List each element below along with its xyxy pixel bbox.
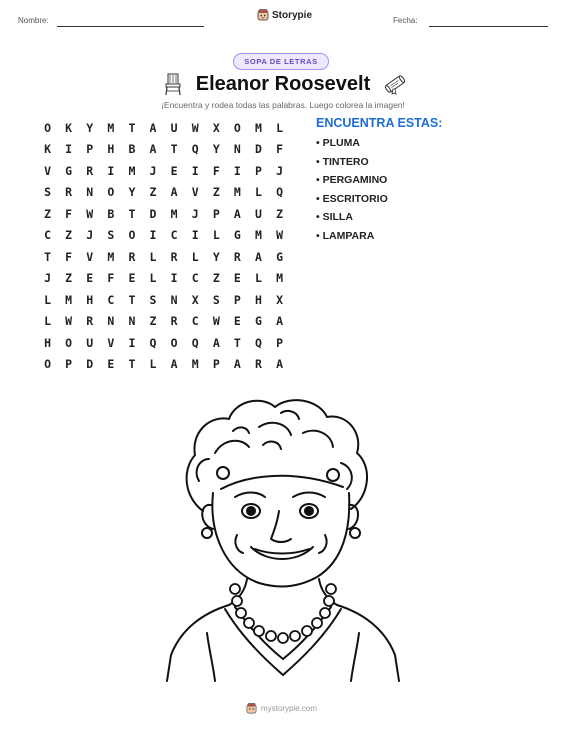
grid-letter[interactable]: L <box>149 271 157 286</box>
storypie-footer-icon <box>246 703 257 714</box>
grid-letter[interactable]: P <box>212 206 220 221</box>
grid-letter[interactable]: C <box>107 292 115 307</box>
grid-letter[interactable]: S <box>44 185 52 200</box>
grid-letter[interactable]: I <box>170 271 178 286</box>
grid-letter[interactable]: X <box>191 292 199 307</box>
word-text: PLUMA <box>322 137 360 149</box>
grid-letter[interactable]: T <box>128 206 136 221</box>
grid-letter[interactable]: J <box>86 228 94 243</box>
grid-letter[interactable]: N <box>107 314 115 329</box>
grid-letter[interactable]: O <box>233 120 241 135</box>
grid-row <box>37 246 290 268</box>
grid-letter[interactable]: L <box>276 120 284 135</box>
grid-letter[interactable]: F <box>212 163 220 178</box>
word-text: TINTERO <box>322 155 369 168</box>
grid-letter[interactable]: R <box>65 185 73 200</box>
grid-letter[interactable]: S <box>149 292 157 307</box>
grid-letter[interactable]: V <box>107 335 115 350</box>
grid-letter[interactable]: W <box>191 120 199 135</box>
grid-letter[interactable]: C <box>170 228 178 243</box>
grid-letter[interactable]: P <box>233 292 241 307</box>
grid-letter[interactable]: A <box>233 206 241 221</box>
footer-url: mystorypie.com <box>261 704 318 713</box>
grid-letter[interactable]: M <box>191 357 199 372</box>
grid-letter[interactable]: M <box>276 271 284 286</box>
grid-letter[interactable]: A <box>276 314 284 329</box>
grid-letter[interactable]: D <box>149 206 157 221</box>
grid-letter[interactable]: C <box>191 314 199 329</box>
grid-letter[interactable]: J <box>149 163 157 178</box>
grid-letter[interactable]: U <box>170 120 178 135</box>
bullet: • <box>316 174 323 187</box>
grid-letter[interactable]: I <box>191 228 199 243</box>
grid-letter[interactable]: Y <box>212 142 220 157</box>
grid-row <box>37 139 290 161</box>
grid-letter[interactable]: Z <box>149 314 157 329</box>
grid-letter[interactable]: E <box>233 314 241 329</box>
grid-letter[interactable]: N <box>128 314 136 329</box>
grid-letter[interactable]: R <box>170 249 178 264</box>
word-text: ESCRITORIO <box>322 192 388 205</box>
grid-letter[interactable]: I <box>65 142 73 157</box>
grid-letter[interactable]: L <box>149 357 157 372</box>
grid-letter[interactable]: M <box>107 120 115 135</box>
grid-letter[interactable]: C <box>44 228 52 243</box>
grid-letter[interactable]: F <box>107 271 115 286</box>
grid-row <box>37 160 290 182</box>
grid-letter[interactable]: I <box>149 228 157 243</box>
grid-letter[interactable]: F <box>65 249 73 264</box>
bullet: • <box>316 229 323 242</box>
grid-row <box>37 268 290 290</box>
grid-row <box>37 117 290 139</box>
grid-letter[interactable]: R <box>255 357 262 372</box>
grid-letter[interactable]: E <box>170 163 178 178</box>
grid-letter[interactable]: M <box>128 163 136 178</box>
word-search-grid[interactable] <box>37 117 290 375</box>
grid-letter[interactable]: T <box>128 357 136 372</box>
grid-letter[interactable]: O <box>170 335 178 350</box>
grid-letter[interactable]: B <box>107 206 115 221</box>
word-list-item <box>316 137 388 156</box>
date-label: Fecha: <box>393 16 418 25</box>
grid-letter[interactable]: Q <box>191 142 199 157</box>
grid-letter[interactable]: G <box>65 163 73 178</box>
grid-letter[interactable]: H <box>86 292 94 307</box>
grid-letter[interactable]: T <box>44 249 52 264</box>
grid-letter[interactable]: L <box>44 314 52 329</box>
grid-letter[interactable]: L <box>212 228 220 243</box>
storypie-logo-icon <box>257 9 269 21</box>
name-line[interactable] <box>57 26 204 27</box>
grid-letter[interactable]: V <box>191 185 199 200</box>
bullet: • <box>316 211 323 224</box>
grid-letter[interactable]: O <box>44 357 52 372</box>
grid-letter[interactable]: P <box>86 142 94 157</box>
grid-letter[interactable]: R <box>128 249 136 264</box>
grid-letter[interactable]: U <box>86 335 94 350</box>
grid-letter[interactable]: O <box>44 120 52 135</box>
grid-letter[interactable]: O <box>107 185 115 200</box>
grid-letter[interactable]: R <box>86 314 94 329</box>
grid-letter[interactable]: P <box>65 357 73 372</box>
grid-letter[interactable]: M <box>170 206 178 221</box>
grid-letter[interactable]: B <box>128 142 136 157</box>
grid-letter[interactable]: T <box>128 292 136 307</box>
grid-letter[interactable]: O <box>65 335 73 350</box>
bullet: • <box>316 155 323 168</box>
grid-letter[interactable]: Q <box>191 335 199 350</box>
grid-letter[interactable]: A <box>212 335 220 350</box>
grid-letter[interactable]: C <box>191 271 199 286</box>
grid-letter[interactable]: G <box>276 249 284 264</box>
grid-row <box>37 289 290 311</box>
grid-letter[interactable]: R <box>233 249 241 264</box>
grid-letter[interactable]: M <box>65 292 73 307</box>
grid-letter[interactable]: Z <box>44 206 52 221</box>
page-title: Eleanor Roosevelt <box>195 73 371 95</box>
bullet: • <box>316 192 323 205</box>
grid-letter[interactable]: A <box>276 357 284 372</box>
grid-letter[interactable]: Z <box>65 228 73 243</box>
grid-letter[interactable]: E <box>86 271 94 286</box>
grid-letter[interactable]: Y <box>212 249 220 264</box>
storypie-logo <box>257 9 312 21</box>
grid-letter[interactable]: Q <box>255 335 262 350</box>
grid-letter[interactable]: A <box>149 120 157 135</box>
grid-letter[interactable]: X <box>212 120 220 135</box>
grid-letter[interactable]: A <box>170 185 178 200</box>
bullet: • <box>316 137 323 149</box>
grid-row <box>37 203 290 225</box>
grid-letter[interactable]: H <box>255 292 262 307</box>
grid-letter[interactable]: P <box>212 357 220 372</box>
word-list-title: ENCUENTRA ESTAS: <box>316 116 443 130</box>
grid-letter[interactable]: W <box>276 228 284 243</box>
grid-letter[interactable]: D <box>255 142 262 157</box>
grid-letter[interactable]: N <box>170 292 178 307</box>
grid-letter[interactable]: T <box>233 335 241 350</box>
grid-letter[interactable]: H <box>44 335 52 350</box>
grid-letter[interactable]: L <box>255 185 262 200</box>
grid-letter[interactable]: N <box>86 185 94 200</box>
grid-letter[interactable]: J <box>44 271 52 286</box>
name-label: Nombre: <box>18 16 49 25</box>
word-list-item <box>316 156 388 175</box>
grid-letter[interactable]: Z <box>212 185 220 200</box>
grid-letter[interactable]: P <box>255 163 262 178</box>
grid-letter[interactable]: J <box>191 206 199 221</box>
grid-letter[interactable]: J <box>276 163 284 178</box>
grid-letter[interactable]: Z <box>212 271 220 286</box>
word-list-item <box>316 230 388 249</box>
footer <box>246 703 317 714</box>
grid-letter[interactable]: G <box>255 314 262 329</box>
grid-letter[interactable]: Z <box>276 206 284 221</box>
grid-letter[interactable]: M <box>255 120 262 135</box>
grid-letter[interactable]: A <box>233 357 241 372</box>
grid-letter[interactable]: S <box>107 228 115 243</box>
grid-letter[interactable]: P <box>276 335 284 350</box>
grid-letter[interactable]: E <box>233 271 241 286</box>
grid-letter[interactable]: Z <box>149 185 157 200</box>
grid-letter[interactable]: T <box>128 120 136 135</box>
grid-letter[interactable]: W <box>212 314 220 329</box>
grid-letter[interactable]: I <box>191 163 199 178</box>
grid-letter[interactable]: L <box>191 249 199 264</box>
grid-letter[interactable]: H <box>107 142 115 157</box>
grid-row <box>37 182 290 204</box>
grid-letter[interactable]: M <box>255 228 262 243</box>
grid-letter[interactable]: W <box>86 206 94 221</box>
date-line[interactable] <box>429 26 548 27</box>
grid-letter[interactable]: E <box>107 357 115 372</box>
grid-letter[interactable]: T <box>170 142 178 157</box>
grid-letter[interactable]: K <box>44 142 52 157</box>
word-list <box>316 137 388 249</box>
grid-letter[interactable]: Q <box>149 335 157 350</box>
grid-letter[interactable]: X <box>276 292 284 307</box>
grid-row <box>37 311 290 333</box>
grid-letter[interactable]: Z <box>65 271 73 286</box>
word-text: LAMPARA <box>322 229 375 242</box>
grid-letter[interactable]: U <box>255 206 262 221</box>
grid-letter[interactable]: F <box>65 206 73 221</box>
eleanor-roosevelt-portrait <box>163 393 403 683</box>
word-text: SILLA <box>322 211 353 224</box>
grid-letter[interactable]: S <box>212 292 220 307</box>
brand-name: Storypie <box>272 9 313 21</box>
scroll-icon <box>383 73 407 95</box>
grid-row <box>37 332 290 354</box>
grid-letter[interactable]: A <box>255 249 262 264</box>
grid-letter[interactable]: L <box>255 271 262 286</box>
grid-letter[interactable]: M <box>107 249 115 264</box>
grid-letter[interactable]: N <box>233 142 241 157</box>
grid-letter[interactable]: L <box>149 249 157 264</box>
grid-letter[interactable]: Q <box>276 185 284 200</box>
activity-badge: SOPA DE LETRAS <box>233 53 329 70</box>
grid-letter[interactable]: I <box>233 163 241 178</box>
grid-letter[interactable]: K <box>65 120 73 135</box>
grid-letter[interactable]: O <box>128 228 136 243</box>
grid-letter[interactable]: V <box>44 163 52 178</box>
grid-letter[interactable]: R <box>170 314 178 329</box>
grid-row <box>37 225 290 247</box>
instructions: ¡Encuentra y rodea todas las palabras. Luego colorea la imagen! <box>161 100 405 110</box>
grid-letter[interactable]: E <box>128 271 136 286</box>
grid-letter[interactable]: I <box>128 335 136 350</box>
grid-letter[interactable]: W <box>65 314 73 329</box>
grid-letter[interactable]: I <box>107 163 115 178</box>
grid-letter[interactable]: R <box>86 163 94 178</box>
grid-letter[interactable]: Y <box>128 185 136 200</box>
grid-letter[interactable]: V <box>86 249 94 264</box>
word-list-item <box>316 211 388 230</box>
word-text: PERGAMINO <box>322 174 388 187</box>
grid-letter[interactable]: L <box>44 292 52 307</box>
grid-letter[interactable]: D <box>86 357 94 372</box>
grid-letter[interactable]: F <box>276 142 284 157</box>
grid-letter[interactable]: G <box>233 228 241 243</box>
word-list-item <box>316 174 388 193</box>
grid-letter[interactable]: A <box>149 142 157 157</box>
word-list-item <box>316 193 388 212</box>
grid-letter[interactable]: Y <box>86 120 94 135</box>
grid-row <box>37 354 290 376</box>
grid-letter[interactable]: A <box>170 357 178 372</box>
grid-letter[interactable]: M <box>233 185 241 200</box>
